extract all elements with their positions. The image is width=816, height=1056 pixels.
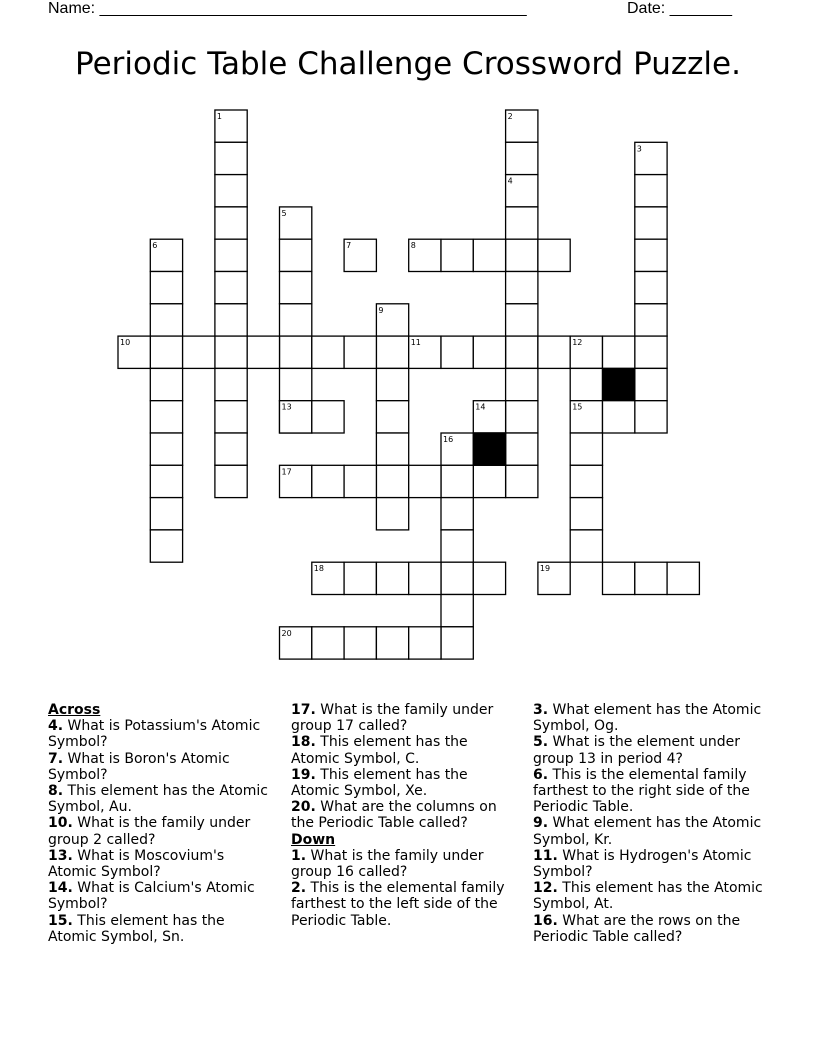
crossword-cell[interactable] (215, 207, 247, 239)
clue-item-text: What is Calcium's Atomic Symbol? (48, 880, 255, 913)
clue-item-text: What is the family under group 2 called? (48, 815, 251, 848)
crossword-cell[interactable] (635, 239, 667, 271)
clue-item-number: 20. (291, 799, 316, 816)
crossword-cell[interactable] (344, 465, 376, 497)
crossword-cell[interactable] (538, 336, 570, 368)
crossword-cell[interactable] (409, 465, 441, 497)
clue-item-number: 14. (48, 880, 73, 897)
clue-item (291, 799, 516, 831)
clue-item-number: 7. (48, 750, 64, 767)
clue-number: 7 (346, 241, 352, 251)
crossword-cell[interactable] (635, 272, 667, 304)
crossword-cell[interactable] (280, 239, 312, 271)
crossword-cell[interactable] (312, 401, 344, 433)
clue-item-text: What is Boron's Atomic Symbol? (48, 750, 230, 783)
crossword-cell[interactable] (506, 368, 538, 400)
crossword-cell[interactable] (280, 368, 312, 400)
crossword-cell[interactable] (506, 336, 538, 368)
clue-number: 8 (410, 241, 416, 251)
crossword-cell[interactable] (150, 401, 182, 433)
clue-item-number: 5. (533, 734, 549, 751)
crossword-cell[interactable] (150, 498, 182, 530)
clue-item (48, 783, 273, 815)
clue-item (291, 880, 516, 929)
clue-item-number: 16. (533, 912, 558, 929)
clue-number: 11 (410, 338, 421, 348)
clue-number: 9 (378, 305, 384, 315)
crossword-cell[interactable] (376, 627, 408, 659)
crossword-cell[interactable] (441, 465, 473, 497)
crossword-cell[interactable] (506, 433, 538, 465)
crossword-cell[interactable] (570, 498, 602, 530)
crossword-cell[interactable] (635, 368, 667, 400)
crossword-cell[interactable] (506, 465, 538, 497)
clue-item-text: This element has the Atomic Symbol, Xe. (291, 766, 468, 800)
crossword-cell[interactable] (635, 401, 667, 433)
clue-item (291, 767, 516, 799)
clue-item-number: 4. (48, 718, 64, 735)
crossword-block-cell (603, 368, 635, 400)
crossword-cell[interactable] (473, 562, 505, 594)
clue-item-text: This is the elemental family farthest to the right side of the Periodic Table. (533, 766, 750, 816)
crossword-cell[interactable] (376, 498, 408, 530)
crossword-cell[interactable] (312, 336, 344, 368)
clue-item (48, 848, 273, 880)
crossword-cell[interactable] (635, 336, 667, 368)
crossword-cell[interactable] (667, 562, 699, 594)
crossword-cell[interactable] (215, 433, 247, 465)
crossword-cell[interactable] (441, 595, 473, 627)
crossword-cell[interactable] (150, 433, 182, 465)
crossword-cell[interactable] (635, 562, 667, 594)
clue-number: 15 (572, 402, 583, 412)
date-field-label[interactable]: Date: _______ (627, 0, 732, 17)
clue-item (48, 751, 273, 783)
crossword-cell[interactable] (280, 336, 312, 368)
clue-item-number: 10. (48, 815, 73, 832)
crossword-cell[interactable] (506, 142, 538, 174)
clue-item-number: 6. (533, 766, 549, 783)
clue-item-number: 9. (533, 815, 549, 832)
crossword-cell[interactable] (441, 627, 473, 659)
crossword-cell[interactable] (376, 401, 408, 433)
clue-number: 4 (507, 176, 513, 186)
clue-item-text: This is the elemental family farthest to the left side of the Periodic Table. (291, 880, 505, 929)
clue-item (533, 880, 773, 912)
crossword-cell[interactable] (215, 272, 247, 304)
crossword-cell[interactable] (215, 465, 247, 497)
clue-number: 3 (636, 144, 642, 154)
clue-item-text: What element has the Atomic Symbol, Kr. (533, 815, 762, 848)
crossword-cell[interactable] (506, 304, 538, 336)
clue-item-number: 15. (48, 912, 73, 929)
crossword-cell[interactable] (635, 175, 667, 207)
clue-item (533, 815, 773, 847)
crossword-cell[interactable] (441, 562, 473, 594)
clue-item-number: 2. (291, 880, 307, 897)
crossword-cell[interactable] (312, 465, 344, 497)
clue-number: 1 (216, 112, 222, 121)
clue-number: 6 (152, 241, 158, 251)
name-field-label[interactable]: Name: ________________________________________________ (48, 0, 527, 17)
crossword-cell[interactable] (473, 239, 505, 271)
crossword-block-cell (473, 433, 505, 465)
clue-item-number: 19. (291, 766, 316, 783)
crossword-cell[interactable] (150, 530, 182, 562)
clue-item-text: What is Hydrogen's Atomic Symbol? (533, 847, 752, 881)
crossword-cell[interactable] (215, 142, 247, 174)
clue-number: 19 (539, 564, 551, 574)
crossword-cell[interactable] (247, 336, 279, 368)
clue-number: 13 (281, 402, 292, 412)
crossword-cell[interactable] (635, 207, 667, 239)
clue-item (533, 767, 773, 816)
clue-number: 16 (443, 435, 454, 444)
crossword-cell[interactable] (570, 530, 602, 562)
clue-item (291, 702, 516, 734)
crossword-cell[interactable] (441, 336, 473, 368)
clue-item-number: 18. (291, 734, 316, 751)
clue-item (48, 880, 273, 912)
clues-column-2 (291, 702, 516, 929)
crossword-cell[interactable] (215, 368, 247, 400)
clue-number: 14 (475, 402, 486, 412)
crossword-cell[interactable] (506, 272, 538, 304)
clue-item-number: 12. (533, 880, 558, 897)
crossword-cell[interactable] (473, 465, 505, 497)
clue-item-text: This element has the Atomic Symbol, C. (291, 734, 468, 767)
crossword-cell[interactable] (215, 401, 247, 433)
crossword-cell[interactable] (150, 465, 182, 497)
crossword-cell[interactable] (441, 239, 473, 271)
clue-item-text: This element has the Atomic Symbol, Au. (48, 783, 268, 816)
crossword-cell[interactable] (409, 627, 441, 659)
crossword-cell[interactable] (506, 239, 538, 271)
crossword-cell[interactable] (376, 433, 408, 465)
clue-number: 12 (572, 338, 583, 348)
clue-number: 18 (313, 564, 324, 574)
crossword-cell[interactable] (603, 562, 635, 594)
clue-item (291, 848, 516, 880)
crossword-cell[interactable] (506, 207, 538, 239)
clue-item-number: 11. (533, 847, 558, 864)
clue-item-text: What is Moscovium's Atomic Symbol? (48, 847, 225, 881)
crossword-cell[interactable] (441, 498, 473, 530)
clue-item-number: 13. (48, 847, 73, 864)
crossword-cell[interactable] (150, 336, 182, 368)
clues-column-1 (48, 702, 273, 945)
crossword-cell[interactable] (376, 465, 408, 497)
crossword-cell[interactable] (150, 272, 182, 304)
clue-item-number: 17. (291, 702, 316, 718)
crossword-cell[interactable] (376, 562, 408, 594)
clue-number: 20 (281, 628, 292, 638)
crossword-cell[interactable] (603, 401, 635, 433)
crossword-cell[interactable] (215, 239, 247, 271)
crossword-cell[interactable] (280, 304, 312, 336)
crossword-cell[interactable] (280, 272, 312, 304)
crossword-cell[interactable] (150, 304, 182, 336)
crossword-cell[interactable] (570, 465, 602, 497)
clue-number: 5 (281, 208, 287, 218)
crossword-cell[interactable] (441, 530, 473, 562)
crossword-cell[interactable] (215, 336, 247, 368)
crossword-cell[interactable] (635, 304, 667, 336)
clue-item-text: What are the columns on the Periodic Table called? (291, 799, 497, 832)
clue-item-text: What is the family under group 16 called? (291, 847, 484, 881)
clue-item-number: 1. (291, 847, 307, 864)
clues-column-3 (533, 702, 773, 945)
clue-section-heading: Across (48, 702, 101, 718)
crossword-cell[interactable] (506, 401, 538, 433)
crossword-cell[interactable] (409, 562, 441, 594)
clue-item (48, 913, 273, 945)
crossword-cell[interactable] (215, 175, 247, 207)
clue-item (48, 815, 273, 847)
clue-item-text: What are the rows on the Periodic Table called? (533, 912, 741, 945)
clue-item-text: What is the family under group 17 called? (291, 702, 494, 735)
crossword-cell[interactable] (344, 562, 376, 594)
clue-item-text: What element has the Atomic Symbol, Og. (533, 702, 762, 735)
page-title: Periodic Table Challenge Crossword Puzzle. (75, 46, 741, 82)
crossword-cell[interactable] (538, 239, 570, 271)
clue-item (48, 718, 273, 750)
crossword-cell[interactable] (150, 368, 182, 400)
clue-item (533, 913, 773, 945)
clue-number: 2 (507, 112, 513, 121)
clue-item-number: 3. (533, 702, 549, 718)
clue-item-text: This element has the Atomic Symbol, At. (533, 880, 763, 913)
clue-section-heading: Down (291, 831, 336, 848)
crossword-cell[interactable] (312, 627, 344, 659)
crossword-cell[interactable] (570, 433, 602, 465)
clue-item-text: What is the element under group 13 in period 4? (533, 734, 740, 767)
clue-item-text: This element has the Atomic Symbol, Sn. (48, 912, 225, 945)
clue-item (533, 734, 773, 766)
crossword-cell[interactable] (570, 368, 602, 400)
clue-item-number: 8. (48, 783, 64, 800)
crossword-cell[interactable] (183, 336, 215, 368)
crossword-cell[interactable] (603, 336, 635, 368)
crossword-cell[interactable] (376, 368, 408, 400)
clue-item-text: What is Potassium's Atomic Symbol? (48, 718, 261, 751)
clue-item (533, 702, 773, 734)
crossword-cell[interactable] (344, 627, 376, 659)
crossword-cell[interactable] (473, 336, 505, 368)
crossword-cell[interactable] (344, 336, 376, 368)
clue-item (533, 848, 773, 880)
clue-number: 17 (281, 467, 292, 477)
clue-item (291, 734, 516, 766)
crossword-cell[interactable] (376, 336, 408, 368)
clue-number: 10 (120, 338, 131, 348)
crossword-cell[interactable] (215, 304, 247, 336)
